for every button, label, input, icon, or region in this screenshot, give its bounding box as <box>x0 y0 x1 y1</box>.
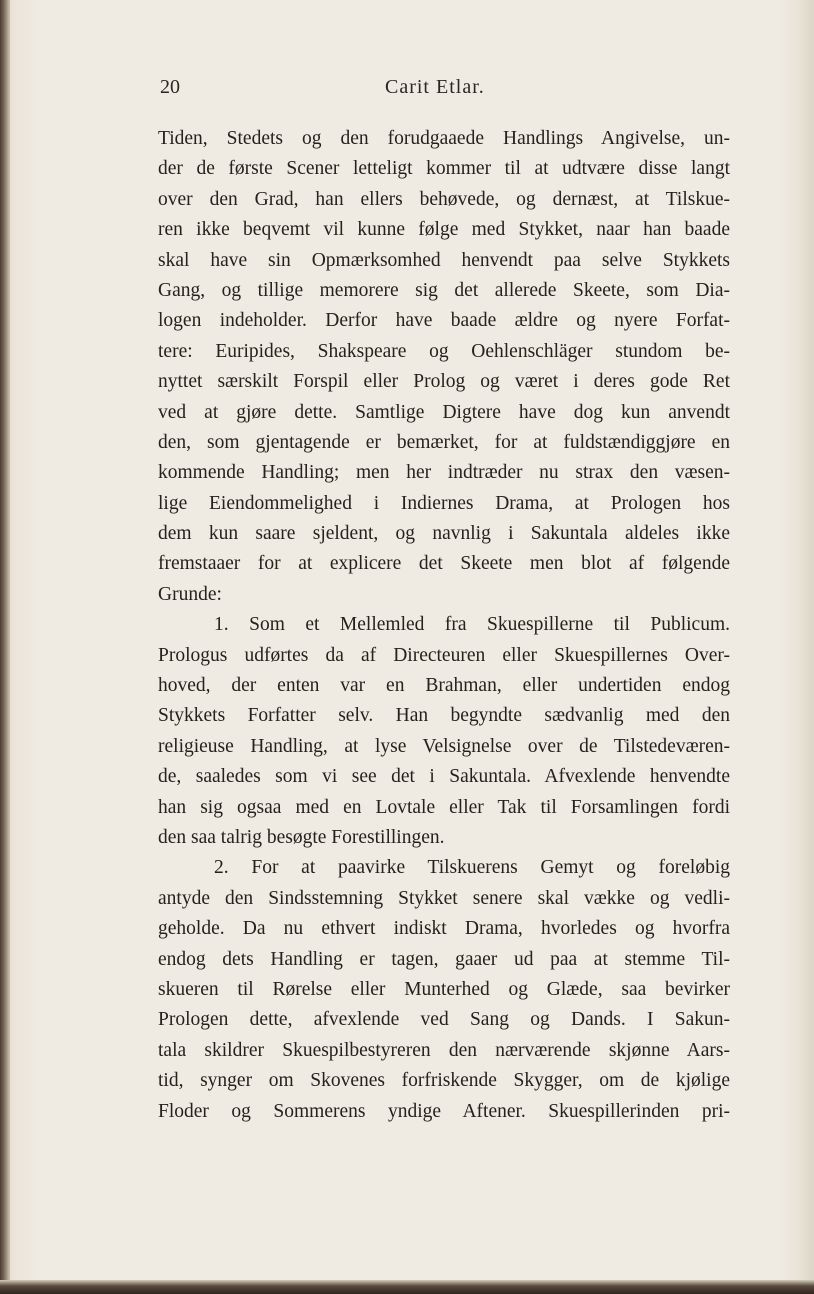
page-number: 20 <box>160 76 180 98</box>
text-line: Floder og Sommerens yndige Aftener. Skuespillerinden pri- <box>158 1100 730 1122</box>
text-line: skal have sin Opmærksomhed henvendt paa selve Stykkets <box>158 249 730 271</box>
text-line: han sig ogsaa med en Lovtale eller Tak til Forsamlingen fordi <box>158 796 730 818</box>
text-line: hoved, der enten var en Brahman, eller undertiden endog <box>158 675 730 697</box>
text-line: Prologen dette, afvexlende ved Sang og Dands. I Sakun- <box>158 1009 730 1031</box>
text-line: 2. For at paavirke Tilskuerens Gemyt og foreløbig <box>214 857 730 879</box>
text-line: Stykkets Forfatter selv. Han begyndte sædvanlig med den <box>158 705 730 727</box>
text-line: de, saaledes som vi see det i Sakuntala. Afvexlende henvendte <box>158 766 730 788</box>
text-line: ved at gjøre dette. Samtlige Digtere have dog kun anvendt <box>158 401 730 423</box>
text-line: skueren til Rørelse eller Munterhed og Glæde, saa bevirker <box>158 978 730 1000</box>
text-line: endog dets Handling er tagen, gaaer ud paa at stemme Til- <box>158 948 730 970</box>
text-line: Tiden, Stedets og den forudgaaede Handlings Angivelse, un- <box>158 128 730 149</box>
page-bottom-edge <box>0 1280 814 1294</box>
body-text <box>158 124 730 1127</box>
text-line: Grunde: <box>158 583 222 605</box>
page-header <box>160 76 728 106</box>
book-spine <box>0 0 10 1294</box>
text-line: Prologus udførtes da af Directeuren eller Skuespillernes Over- <box>158 644 730 666</box>
text-line: tala skildrer Skuespilbestyreren den nærværende skjønne Aars- <box>158 1039 730 1061</box>
text-line: religieuse Handling, at lyse Velsignelse over de Tilstedeværen- <box>158 735 730 757</box>
text-line: der de første Scener letteligt kommer til at udtvære disse langt <box>158 158 730 180</box>
text-line: Gang, og tillige memorere sig det allerede Skeete, som Dia- <box>158 279 730 301</box>
text-line: geholde. Da nu ethvert indiskt Drama, hvorledes og hvorfra <box>158 918 730 940</box>
text-line: lige Eiendommelighed i Indiernes Drama, at Prologen hos <box>158 492 730 514</box>
text-line: ren ikke beqvemt vil kunne følge med Stykket, naar han baade <box>158 219 730 241</box>
text-line: tid, synger om Skovenes forfriskende Skygger, om de kjølige <box>158 1070 730 1092</box>
text-line: den saa talrig besøgte Forestillingen. <box>158 826 445 848</box>
text-line: tere: Euripides, Shakspeare og Oehlenschläger stundom be- <box>158 340 730 362</box>
text-line: logen indeholder. Derfor have baade ældre og nyere Forfat- <box>158 310 730 332</box>
text-line: antyde den Sindsstemning Stykket senere skal vække og vedli- <box>158 887 730 909</box>
text-line: den, som gjentagende er bemærket, for at fuldstændiggjøre en <box>158 431 730 453</box>
running-head: Carit Etlar. <box>385 76 485 98</box>
text-line: dem kun saare sjeldent, og navnlig i Sakuntala aldeles ikke <box>158 523 730 545</box>
text-line: fremstaaer for at explicere det Skeete men blot af følgende <box>158 553 730 575</box>
text-line: over den Grad, han ellers behøvede, og dernæst, at Tilskue- <box>158 188 730 210</box>
text-line: kommende Handling; men her indtræder nu strax den væsen- <box>158 462 730 484</box>
text-line: 1. Som et Mellemled fra Skuespillerne til Publicum. <box>214 614 730 636</box>
text-line: nyttet særskilt Forspil eller Prolog og været i deres gode Ret <box>158 371 730 393</box>
